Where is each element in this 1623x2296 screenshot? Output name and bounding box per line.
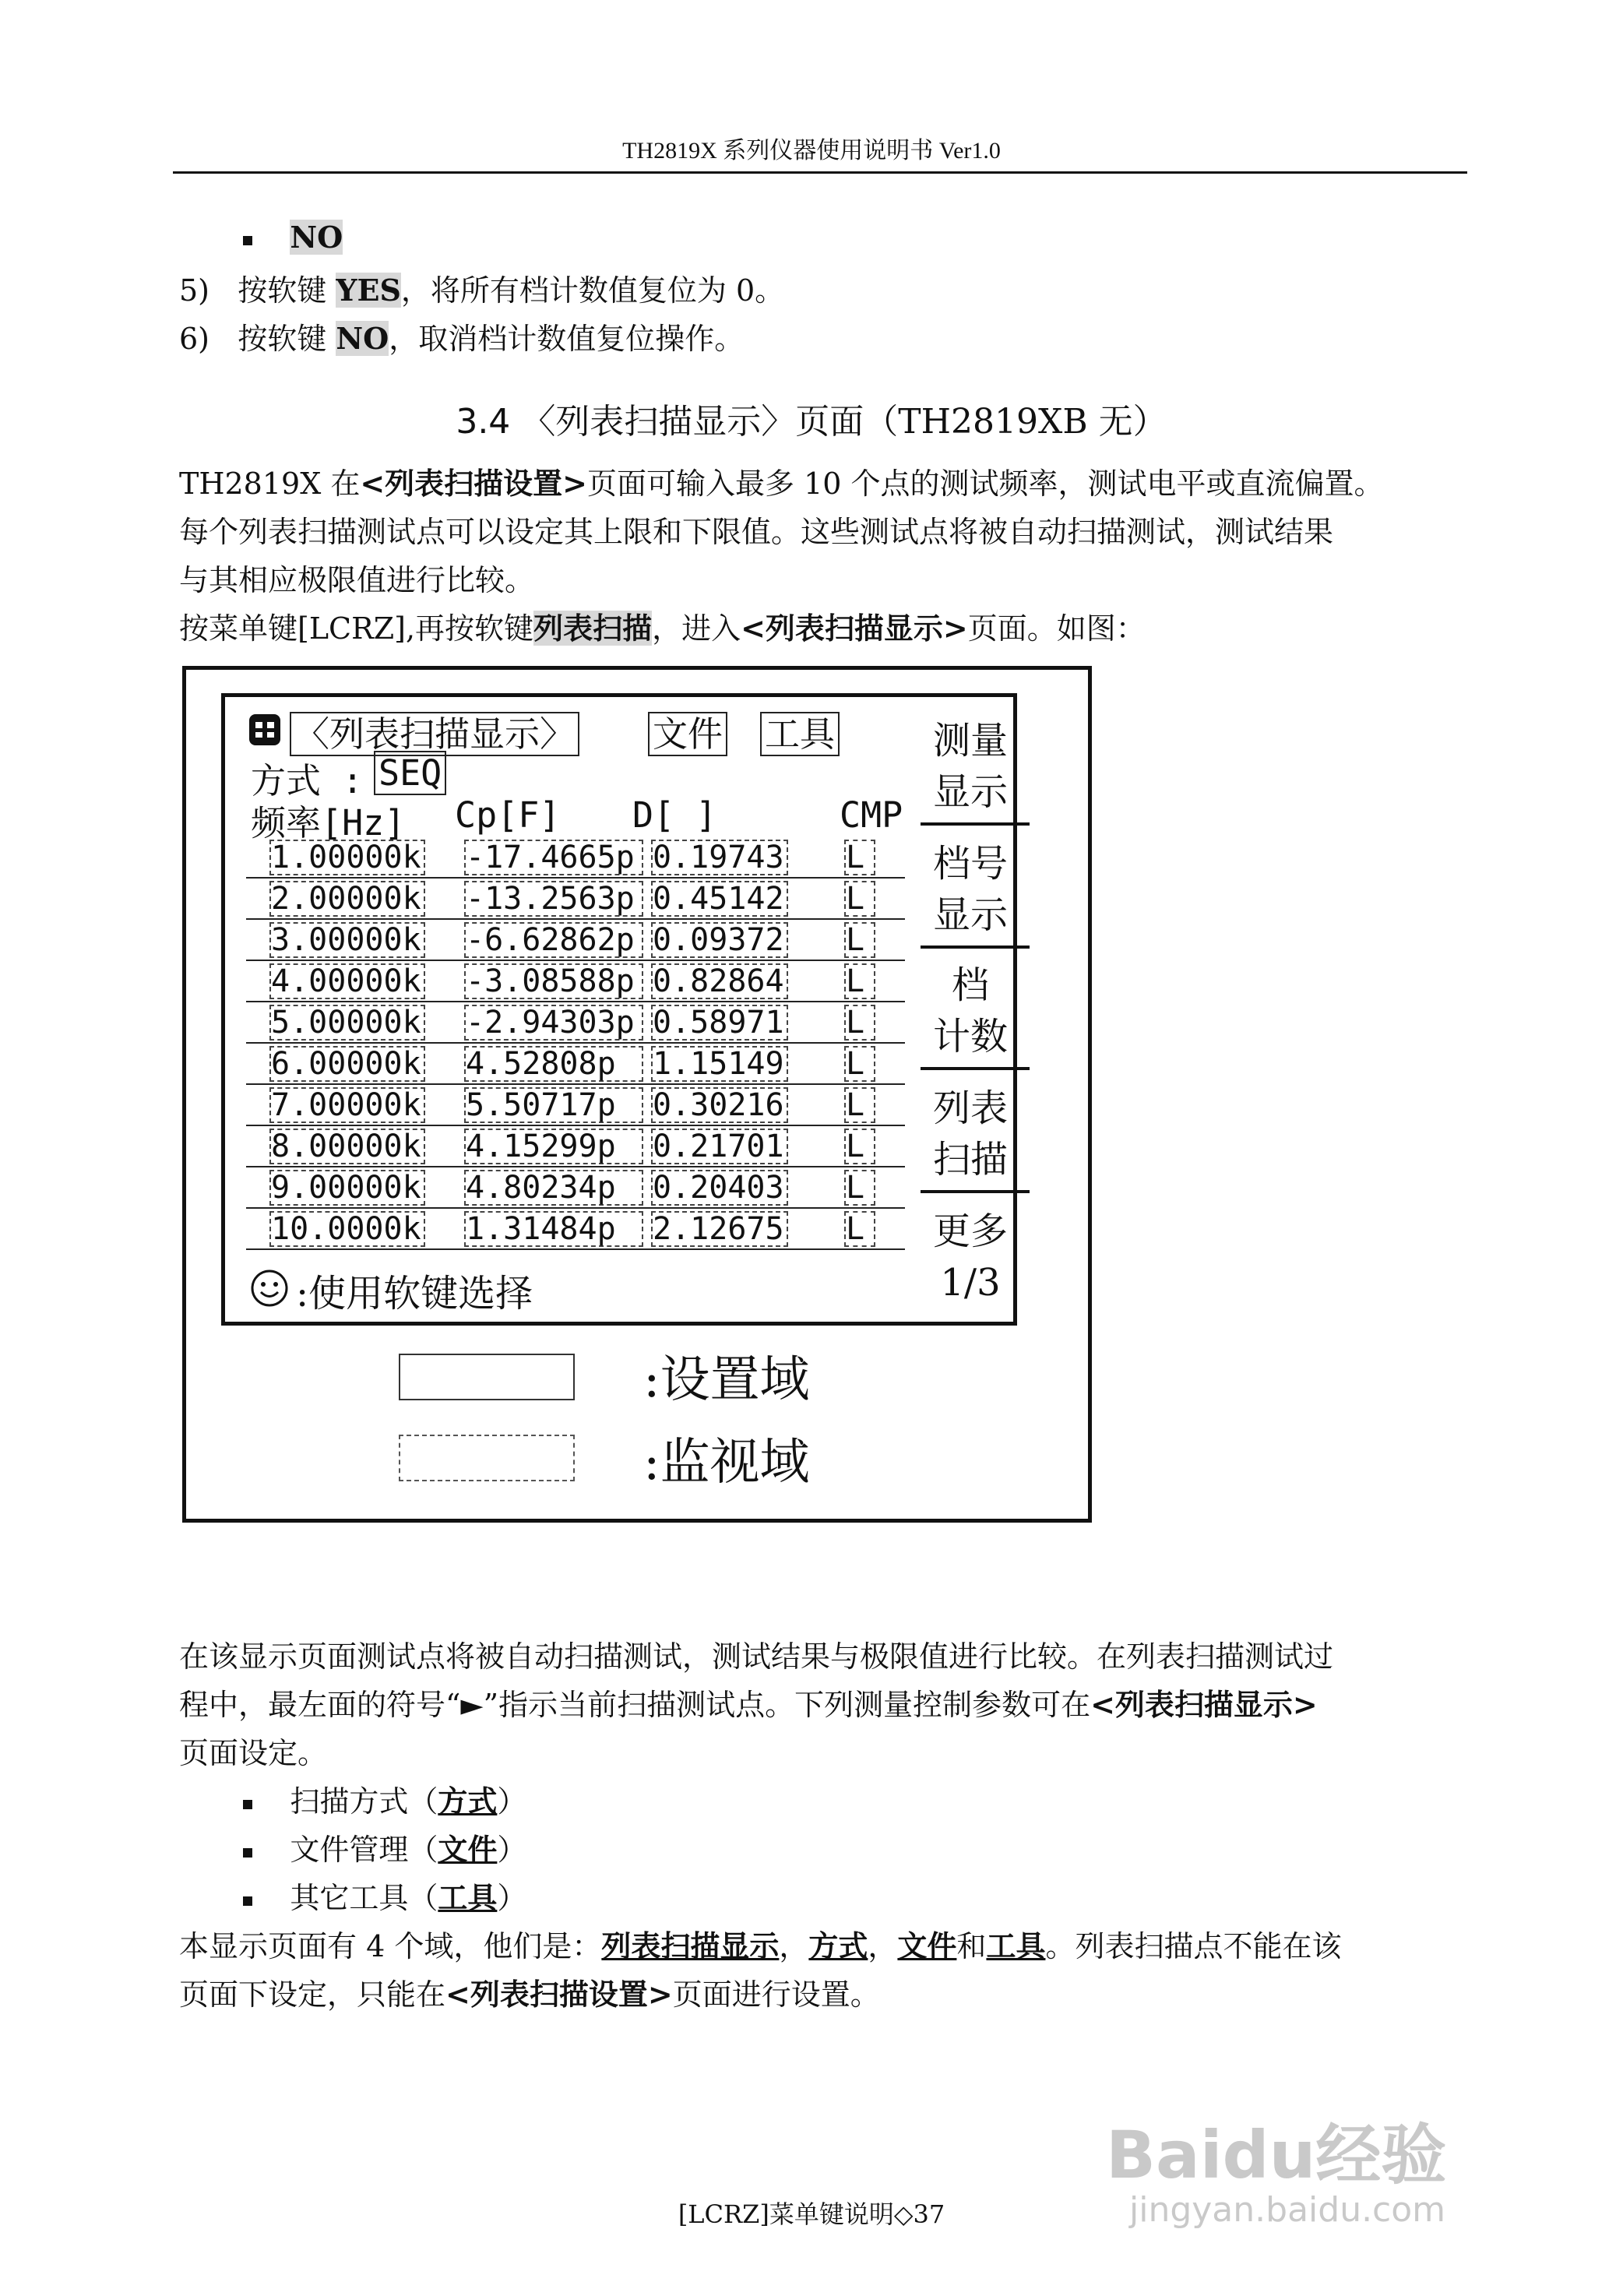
row-divider (246, 1042, 905, 1044)
legend-setting-label: :设置域 (643, 1351, 810, 1409)
softkey-label-line2: 计数 (932, 1015, 1008, 1058)
softkey-label-line1: 更多 (932, 1210, 1008, 1253)
page-footer: [LCRZ]菜单键说明◇37 (678, 2199, 945, 2229)
softkey[interactable] (921, 1206, 1020, 1308)
cell-cmp: L (844, 840, 875, 875)
para2-line3: 页面设定。 (179, 1736, 328, 1770)
cell-cp: -6.62862p (464, 922, 643, 958)
cell-freq: 8.00000k (269, 1129, 425, 1164)
list-item: 其它工具（工具） (243, 1874, 526, 1917)
cell-cmp: L (844, 922, 875, 958)
cell-cp: 5.50717p (464, 1087, 643, 1123)
cell-cmp: L (844, 1087, 875, 1123)
softkey-divider (921, 822, 1030, 826)
softkey-label-line2: 扫描 (932, 1138, 1008, 1181)
section-title: 3.4 〈列表扫描显示〉页面（TH2819XB 无） (456, 402, 1167, 442)
para1-line4: 按菜单键[LCRZ],再按软键列表扫描，进入<列表扫描显示>页面。如图： (179, 611, 1146, 646)
softkey-label-line1: 档 (951, 963, 989, 1007)
softkey-divider (921, 1190, 1030, 1193)
cell-d: 0.21701 (651, 1129, 788, 1164)
cell-d: 0.30216 (651, 1087, 788, 1123)
cell-freq: 1.00000k (269, 840, 425, 875)
mode-label: 方式 : (251, 760, 364, 801)
step-5: 5) 按软键 YES，将所有档计数值复位为 0。 (179, 273, 785, 308)
cell-d: 0.20403 (651, 1170, 788, 1206)
cell-d: 0.58971 (651, 1005, 788, 1041)
cell-freq: 5.00000k (269, 1005, 425, 1041)
smiley-icon (249, 1268, 290, 1308)
col-freq-header: 频率[Hz] (251, 802, 406, 843)
cell-d: 0.82864 (651, 963, 788, 999)
softkey-label-line2: 显示 (932, 893, 1008, 937)
list-item: 文件管理（文件） (243, 1826, 526, 1868)
softkey-label-line1: 档号 (932, 842, 1008, 886)
cell-d: 2.12675 (651, 1211, 788, 1247)
softkey[interactable] (921, 838, 1020, 941)
monitor-field-sample (399, 1435, 575, 1481)
row-divider (246, 1166, 905, 1167)
bullet-square-icon (243, 236, 252, 245)
row-divider (246, 1248, 905, 1250)
cell-cp: -13.2563p (464, 881, 643, 917)
header-rule (173, 171, 1467, 174)
screen-page-title[interactable]: 〈列表扫描显示〉 (290, 706, 579, 756)
status-line: :使用软键选择 (296, 1272, 533, 1315)
cell-cmp: L (844, 1211, 875, 1247)
cell-d: 0.09372 (651, 922, 788, 958)
bullet-no: NO (243, 220, 343, 255)
softkey[interactable] (921, 960, 1020, 1062)
cell-cmp: L (844, 963, 875, 999)
softkey-label-line2: 显示 (932, 770, 1008, 814)
para1-line3: 与其相应极限值进行比较。 (179, 563, 535, 597)
row-divider (246, 1125, 905, 1126)
cell-freq: 9.00000k (269, 1170, 425, 1206)
para3-line2: 页面下设定，只能在<列表扫描设置>页面进行设置。 (179, 1977, 880, 2012)
cell-cmp: L (844, 1046, 875, 1082)
cell-cp: 1.31484p (464, 1211, 643, 1247)
softkey[interactable] (921, 715, 1020, 818)
cell-cp: 4.80234p (464, 1170, 643, 1206)
cell-freq: 10.0000k (269, 1211, 425, 1247)
legend-monitor-label: :监视域 (643, 1434, 810, 1491)
para2-line2: 程中，最左面的符号“►”指示当前扫描测试点。下列测量控制参数可在<列表扫描显示> (179, 1687, 1318, 1722)
row-divider (246, 877, 905, 879)
para1-line1: TH2819X 在<列表扫描设置>页面可输入最多 10 个点的测试频率，测试电平或直流偏置。 (179, 466, 1384, 501)
para1-line2: 每个列表扫描测试点可以设定其上限和下限值。这些测试点将被自动扫描测试，测试结果 (179, 515, 1334, 549)
softkey-label-line2: 1/3 (940, 1261, 1001, 1305)
cell-cmp: L (844, 1129, 875, 1164)
cell-freq: 6.00000k (269, 1046, 425, 1082)
watermark-url: jingyan.baidu.com (1129, 2190, 1446, 2230)
mode-field[interactable]: SEQ (374, 752, 446, 794)
list-item: 扫描方式（方式） (243, 1777, 526, 1820)
cell-cp: -17.4665p (464, 840, 643, 875)
cell-d: 0.19743 (651, 840, 788, 875)
bullet-square-icon (243, 1800, 252, 1809)
softkey[interactable] (921, 1083, 1020, 1185)
para3-line1: 本显示页面有 4 个域，他们是：列表扫描显示，方式，文件和工具。列表扫描点不能在该 (179, 1928, 1342, 1963)
cell-cp: -2.94303p (464, 1005, 643, 1041)
setting-field-sample (399, 1354, 575, 1400)
cell-d: 0.45142 (651, 881, 788, 917)
cell-cmp: L (844, 1170, 875, 1206)
bullet-square-icon (243, 1896, 252, 1906)
cell-cmp: L (844, 1005, 875, 1041)
row-divider (246, 1001, 905, 1002)
row-divider (246, 960, 905, 961)
row-divider (246, 1207, 905, 1209)
cell-freq: 7.00000k (269, 1087, 425, 1123)
row-divider (246, 1083, 905, 1085)
row-divider (246, 918, 905, 920)
col-d-header: D[ ] (632, 794, 717, 836)
cell-d: 1.15149 (651, 1046, 788, 1082)
cell-freq: 3.00000k (269, 922, 425, 958)
tool-field[interactable]: 工具 (760, 706, 840, 756)
cell-cp: 4.52808p (464, 1046, 643, 1082)
lock-icon (248, 713, 282, 747)
running-header: TH2819X 系列仪器使用说明书 Ver1.0 (622, 138, 1001, 164)
softkey-divider (921, 1067, 1030, 1070)
softkey-label-line1: 测量 (932, 719, 1008, 762)
watermark-logo: Baidu经验 (1106, 2117, 1447, 2193)
cell-cmp: L (844, 881, 875, 917)
cell-freq: 4.00000k (269, 963, 425, 999)
bullet-square-icon (243, 1848, 252, 1858)
cell-freq: 2.00000k (269, 881, 425, 917)
cell-cp: -3.08588p (464, 963, 643, 999)
para2-line1: 在该显示页面测试点将被自动扫描测试，测试结果与极限值进行比较。在列表扫描测试过 (179, 1639, 1334, 1674)
col-cp-header: Cp[F] (455, 794, 561, 836)
step-6: 6) 按软键 NO，取消档计数值复位操作。 (179, 321, 745, 356)
softkey-divider (921, 946, 1030, 949)
cell-cp: 4.15299p (464, 1129, 643, 1164)
file-field[interactable]: 文件 (648, 706, 727, 756)
col-cmp-header: CMP (840, 794, 903, 836)
softkey-label-line1: 列表 (932, 1086, 1008, 1130)
